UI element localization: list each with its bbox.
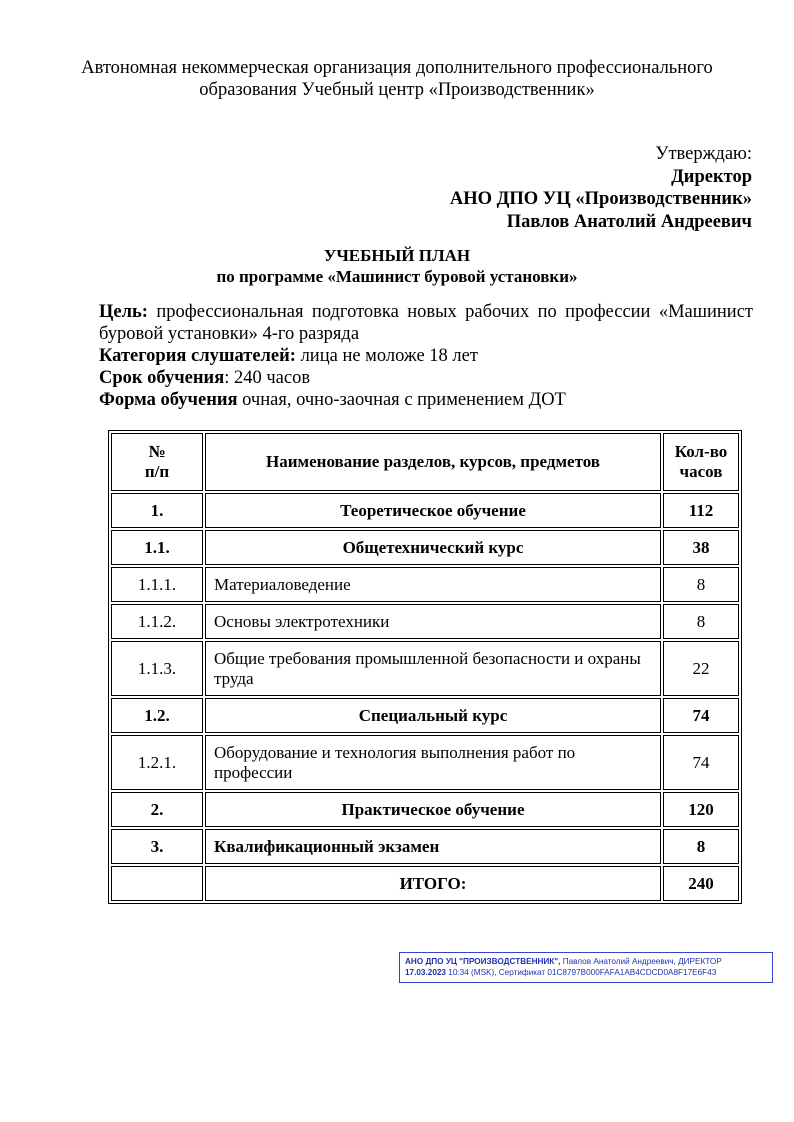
curriculum-table <box>108 430 742 904</box>
duration-text: : 240 часов <box>224 368 311 388</box>
approval-label: Утверждаю: <box>655 144 752 164</box>
row-hours: 22 <box>663 641 739 696</box>
row-hours: 8 <box>663 567 739 602</box>
category-label: Категория слушателей: <box>99 346 296 366</box>
duration-paragraph <box>99 367 753 389</box>
table-header-row <box>111 433 739 491</box>
header-hours: Кол-во часов <box>663 433 739 491</box>
row-hours: 38 <box>663 530 739 565</box>
table-row <box>111 792 739 827</box>
row-num: 1.1.2. <box>111 604 203 639</box>
form-paragraph <box>99 389 753 411</box>
signature-line-2 <box>405 967 767 978</box>
row-num: 1. <box>111 493 203 528</box>
table-row <box>111 604 739 639</box>
row-num: 1.2. <box>111 698 203 733</box>
goal-paragraph <box>99 301 753 345</box>
signature-line-1 <box>405 956 767 967</box>
row-name: Оборудование и технология выполнения работ по профессии <box>205 735 661 790</box>
digital-signature-stamp <box>399 952 773 983</box>
approval-organization: АНО ДПО УЦ «Производственник» <box>449 189 752 209</box>
row-num: 1.2.1. <box>111 735 203 790</box>
row-num: 1.1.1. <box>111 567 203 602</box>
row-name: Основы электротехники <box>205 604 661 639</box>
row-num <box>111 866 203 901</box>
table-row <box>111 530 739 565</box>
row-num: 1.1.3. <box>111 641 203 696</box>
approval-name: Павлов Анатолий Андреевич <box>506 211 752 232</box>
row-hours: 74 <box>663 735 739 790</box>
table-row <box>111 567 739 602</box>
approval-position: Директор <box>671 166 752 187</box>
goal-label: Цель: <box>99 302 148 322</box>
duration-label: Срок обучения <box>99 368 225 388</box>
row-num: 3. <box>111 829 203 864</box>
row-name: Теоретическое обучение <box>205 493 661 528</box>
document-title <box>40 245 754 287</box>
category-paragraph <box>99 345 753 367</box>
row-num: 2. <box>111 792 203 827</box>
table-row <box>111 829 739 864</box>
row-hours: 8 <box>663 604 739 639</box>
row-name: Практическое обучение <box>205 792 661 827</box>
signature-date: 17.03.2023 <box>405 968 446 977</box>
row-hours: 120 <box>663 792 739 827</box>
title-subtitle: по программе «Машинист буровой установки» <box>216 267 578 286</box>
row-name: Специальный курс <box>205 698 661 733</box>
goal-text: профессиональная подготовка новых рабочих по профессии «Машинист буровой установки» 4-го разряда <box>99 302 753 344</box>
total-hours: 240 <box>663 866 739 901</box>
table-row <box>111 735 739 790</box>
category-text: лица не моложе 18 лет <box>295 346 478 366</box>
row-num: 1.1. <box>111 530 203 565</box>
table-row <box>111 493 739 528</box>
program-info <box>99 301 753 411</box>
organization-line-1: Автономная некоммерческая организация дополнительного профессионального <box>81 58 713 78</box>
table-row <box>111 698 739 733</box>
row-name: Общие требования промышленной безопасности и охраны труда <box>205 641 661 696</box>
signature-signer: Павлов Анатолий Андреевич, ДИРЕКТОР <box>560 957 722 966</box>
signature-details: 10:34 (MSK), Сертификат 01C8797B000FAFA1AB4CDCD0A8F17E6F43 <box>445 968 717 977</box>
form-text: очная, очно-заочная с применением ДОТ <box>237 390 566 410</box>
form-label: Форма обучения <box>99 390 238 410</box>
table-row <box>111 641 739 696</box>
row-hours: 74 <box>663 698 739 733</box>
header-name: Наименование разделов, курсов, предметов <box>205 433 661 491</box>
row-hours: 112 <box>663 493 739 528</box>
row-hours: 8 <box>663 829 739 864</box>
title-main: УЧЕБНЫЙ ПЛАН <box>323 246 471 265</box>
total-label: ИТОГО: <box>205 866 661 901</box>
row-name: Квалификационный экзамен <box>205 829 661 864</box>
organization-line-2: образования Учебный центр «Производственник» <box>199 80 595 100</box>
approval-block <box>450 143 752 233</box>
row-name: Материаловедение <box>205 567 661 602</box>
signature-org: АНО ДПО УЦ "ПРОИЗВОДСТВЕННИК", <box>405 957 561 966</box>
header-num: № п/п <box>111 433 203 491</box>
table-total-row <box>111 866 739 901</box>
row-name: Общетехнический курс <box>205 530 661 565</box>
organization-header <box>40 57 754 101</box>
